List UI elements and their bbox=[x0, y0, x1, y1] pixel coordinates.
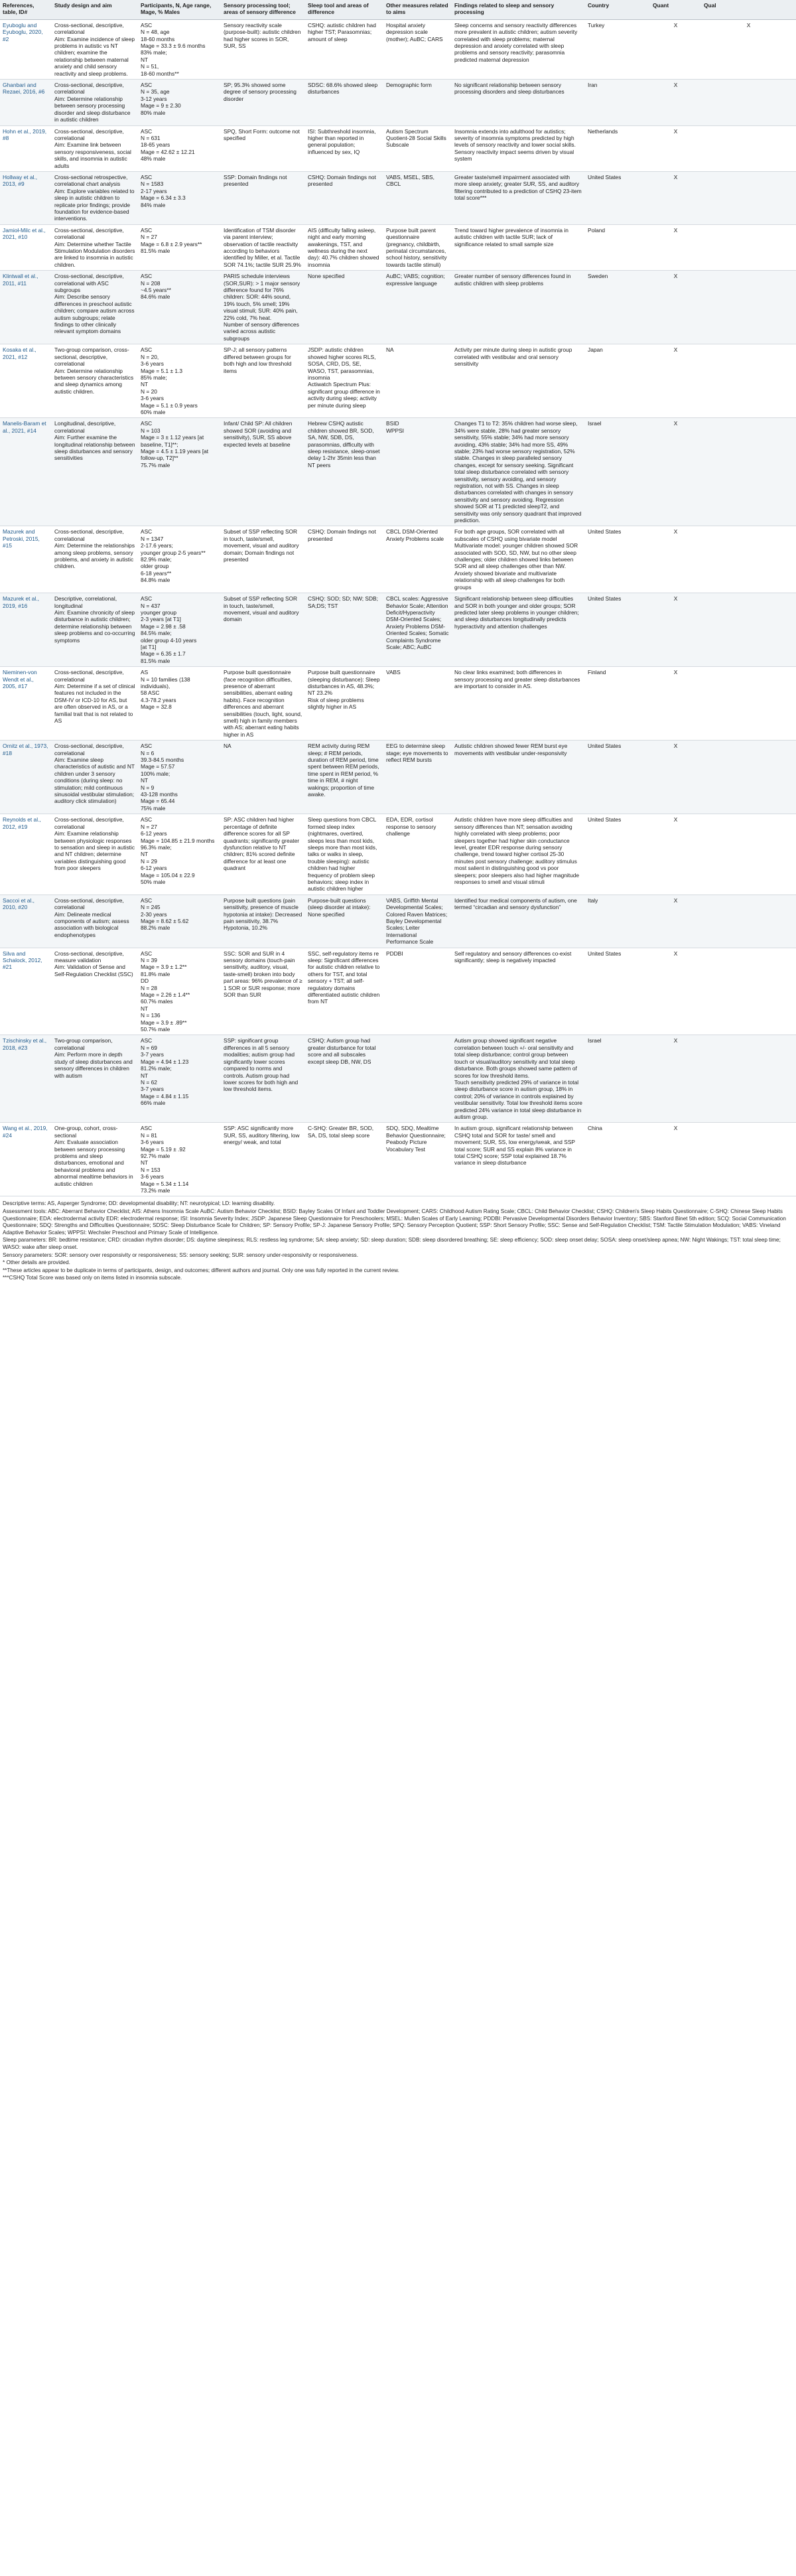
cell-other-measures: VABS bbox=[383, 667, 452, 741]
header-country: Country bbox=[585, 0, 650, 19]
table-row bbox=[0, 741, 796, 814]
cell-other-measures: VABS, Griffith Mental Developmental Scales; Colored Raven Matrices; Bayley Developmental Scales; Leiter International Performance Scale bbox=[383, 894, 452, 948]
cell-design: Two-group comparison, correlational Aim: Perform more in depth study of sleep disturbances and sensory differences in children with autism bbox=[52, 1035, 138, 1123]
cell-other-measures: CBCL scales: Aggressive Behavior Scale; Attention Deficit/Hyperactivity DSM-Oriented Scales; Anxiety Problems DSM-Oriented Scales; Somatic Complaints Syndrome Scale; ABC; AuBC bbox=[383, 593, 452, 667]
cell-findings: In autism group, significant relationship between CSHQ total and SOR for taste/ smell and movement; SUR, SS, low energy/weak, and SSP total score; SUR and SS explain 8% variance in total CSHQ score; SSP total explained 18.7% variance in sleep disturbance bbox=[452, 1123, 585, 1196]
cell-design: Cross-sectional, descriptive, correlational with ASC subgroups Aim: Describe sensory differences in preschool autistic children; compare autism across autism subgroups; relate findings to other clinically relevant symptom domains bbox=[52, 271, 138, 344]
cell-quant: X bbox=[650, 894, 701, 948]
cell-design: One-group, cohort, cross-sectional Aim: Evaluate association between sensory processing problems and sleep disturbances, emotional and behavioral problems and abnormal mealtime behaviors in autistic children bbox=[52, 1123, 138, 1196]
cell-quant: X bbox=[650, 593, 701, 667]
cell-other-measures: Purpose built parent questionnaire (pregnancy, childbirth, perinatal circumstances, school history, sensitivity towards tactile stimuli) bbox=[383, 224, 452, 270]
table-row bbox=[0, 948, 796, 1035]
cell-findings: Identified four medical components of autism, one termed “circadian and sensory dysfunction” bbox=[452, 894, 585, 948]
cell-reference: Reynolds et al., 2012, #19 bbox=[0, 814, 52, 894]
cell-country: Sweden bbox=[585, 271, 650, 344]
cell-participants: ASC N = 103 Mage = 3 ± 1.12 years [at baseline, T1]**; Mage = 4.5 ± 1.19 years [at follow-up, T2]** 75.7% male bbox=[138, 418, 221, 526]
cell-reference: Hohn et al., 2019, #8 bbox=[0, 125, 52, 171]
cell-other-measures bbox=[383, 1035, 452, 1123]
cell-other-measures: AuBC; VABS; cognition; expressive language bbox=[383, 271, 452, 344]
cell-sleep: REM activity during REM sleep; # REM periods, duration of REM period, time spent between REM periods, time spent in REM period, % time in REM, # night wakings; proportion of time awake. bbox=[305, 741, 383, 814]
cell-design: Cross-sectional, descriptive, correlational Aim: Determine the relationships among sleep problems, sensory problems, and anxiety in autistic children. bbox=[52, 526, 138, 593]
cell-other-measures: Autism Spectrum Quotient-28 Social Skills Subscale bbox=[383, 125, 452, 171]
cell-sleep: AIS (difficulty falling asleep, night and early morning awakenings, TST, and wellness during the next day): 40.7% children showed insomnia bbox=[305, 224, 383, 270]
cell-findings: For both age groups, SOR correlated with all subscales of CSHQ using bivariate model Multivariate model: younger children showed SOR associated with SOD, SD, NW, but no other sleep challenges; older children showed links between SOR and all sleep challenges other than NW. Anxiety showed bivariate and multivariate relationship with all sleep challenges for both groups bbox=[452, 526, 585, 593]
cell-sleep: Hebrew CSHQ autistic children showed BR, SOD, SA, NW, SDB, DS, parasomnias, difficulty with sleep resistance, sleep-onset delay 1-2hr 35min less than NT peers bbox=[305, 418, 383, 526]
cell-quant: X bbox=[650, 1123, 701, 1196]
cell-quant: X bbox=[650, 667, 701, 741]
cell-sleep: SSC, self-regulatory items re sleep: Significant differences for autistic children relative to others for TST, and total sensory + TST; all self-regulatory domains differentiated autistic children from NT bbox=[305, 948, 383, 1035]
cell-sensory: Subset of SSP reflecting SOR in touch, taste/smell, movement, visual and auditory domain bbox=[221, 593, 305, 667]
cell-sensory: Purpose built questionnaire (face recognition difficulties, presence of aberrant sensibilities, aberrant eating habits). Face recognition differences and aberrant sensibilities (touch, light, sound, smell) high in family members with AS; aberrant eating habits higher in AS bbox=[221, 667, 305, 741]
cell-participants: ASC N = 631 18-65 years Mage = 42.62 ± 12.21 48% male bbox=[138, 125, 221, 171]
footnote-assessment: Assessment tools: ABC: Aberrant Behavior Checklist; AIS: Athens Insomnia Scale AuBC: Autism Behavior Checklist; BSID: Bayley Scales Of Infant and Toddler Development; CARS: Childhood Autism Rating Scale; CBCL: Child Behavior Checklist; CSHQ: Children's Sleep Habits Questionnaire; C-SHQ: Chinese Sleep Habits Questionnaire; EDA: electrodermal activity EDR: electrodermal response; ISI: Insomnia Severity Index; JSDP: Japanese Sleep Questionnaire for Preschoolers; MSEL: Mullen Scales of Early Learning; PDDBI: Pervasive Developmental Disorders Behavior Inventory; SBS: Stanford Binet 5th edition; SCQ: Social Communication Questionnaire; SDQ: Strengths and Difficulties Questionnaire; SDSC: Sleep Disturbance Scale for Children; SP: Sensory Profile; SP-J: Japanese Sensory Profile; SPQ: Sensory Perception Quotient; SSP: Short Sensory Profile; SSC: Sense and Self-Regulation Checklist; TSM: Tactile Stimulation Modulation; VABS: Vineland Adaptive Behavior Scales; WPPSI: Wechsler Preschool and Primary Scale of Intelligence. bbox=[3, 1208, 786, 1236]
cell-sensory: Subset of SSP reflecting SOR in touch, taste/smell, movement, visual and auditory domain; Domain findings not presented bbox=[221, 526, 305, 593]
cell-country: United States bbox=[585, 948, 650, 1035]
cell-country: United States bbox=[585, 814, 650, 894]
cell-participants: ASC N = 208 ~4.5 years** 84.6% male bbox=[138, 271, 221, 344]
cell-country: United States bbox=[585, 593, 650, 667]
cell-reference: Eyuboglu and Eyuboglu, 2020, #2 bbox=[0, 19, 52, 79]
cell-design: Cross-sectional, descriptive, correlational Aim: Determine if a set of clinical features not included in the DSM-IV or ICD-10 for AS, but are often observed in AS, or a familial trait that is not related to AS bbox=[52, 667, 138, 741]
cell-sleep: Sleep questions from CBCL formed sleep index (nightmares, overtired, sleeps less than most kids, sleeps more than most kids, talks or walks in sleep, trouble sleeping): autistic children had higher frequency of problem sleep behaviors; sleep index in autistic children higher bbox=[305, 814, 383, 894]
header-sensory: Sensory processing tool; areas of sensory difference bbox=[221, 0, 305, 19]
cell-design: Descriptive, correlational, longitudinal Aim: Examine chronicity of sleep disturbance in autistic children; determine relationship between sleep problems and co-occurring symptoms bbox=[52, 593, 138, 667]
cell-country: United States bbox=[585, 171, 650, 224]
cell-participants: ASC N = 20, 3-6 years Mage = 5.1 ± 1.3 85% male; NT N = 20 3-6 years Mage = 5.1 ± 0.9 years 60% male bbox=[138, 344, 221, 418]
cell-findings: Autistic children have more sleep difficulties and sensory differences than NT; sensation avoiding highly correlated with sleep problems; poor sleepers together had higher skin conductance level, greater EDR response during sensory challenge, trend toward higher cortisol 25-30 minutes post sensory challenge; auditory stimulus most salient in distinguishing good vs poor sleepers; poor sleepers also had higher magnitude responses to smell and visual stimuli bbox=[452, 814, 585, 894]
cell-findings: Sleep concerns and sensory reactivity differences more prevalent in autistic children; autism severity correlated with sleep problems; maternal depression and anxiety correlated with sleep problems and sensory reactivity; parasomnia predicted maternal depression bbox=[452, 19, 585, 79]
table-row bbox=[0, 1123, 796, 1196]
cell-participants: ASC N = 6 39.3-84.5 months Mage = 57.57 100% male; NT N = 9 43-128 months Mage = 65.44 75% male bbox=[138, 741, 221, 814]
table-header-row bbox=[0, 0, 796, 19]
footnote-calculated: * Other details are provided. bbox=[3, 1259, 70, 1266]
cell-reference: Mazurek and Petroski, 2015, #15 bbox=[0, 526, 52, 593]
cell-country: Netherlands bbox=[585, 125, 650, 171]
cell-quant: X bbox=[650, 80, 701, 125]
cell-quant: X bbox=[650, 171, 701, 224]
cell-sensory: Infant/ Child SP: All children showed SOR (avoiding and sensitivity), SUR, SS above expected levels at baseline bbox=[221, 418, 305, 526]
cell-quant: X bbox=[650, 814, 701, 894]
cell-participants: ASC N = 1347 2-17.6 years; younger group 2-5 years** 82.9% male; older group 6-18 years** 84.8% male bbox=[138, 526, 221, 593]
cell-findings: Autistic children showed fewer REM burst eye movements with vestibular under-responsivity bbox=[452, 741, 585, 814]
cell-design: Cross-sectional, descriptive, correlational Aim: Examine incidence of sleep problems in autistic vs NT children; examine the relationship between maternal anxiety and child sensory reactivity and sleep problems. bbox=[52, 19, 138, 79]
cell-reference: Hollway et al., 2013, #9 bbox=[0, 171, 52, 224]
cell-qual bbox=[701, 125, 796, 171]
footnote-cshq: ***CSHQ Total Score was based only on items listed in insomnia subscale. bbox=[3, 1275, 182, 1281]
cell-sensory: Identification of TSM disorder via parent interview; observation of tactile reactivity according to behaviors identified by Miller, et al. Tactile SOR 74.1%; tactile SUR 25.9% bbox=[221, 224, 305, 270]
table-row bbox=[0, 894, 796, 948]
cell-reference: Silva and Schalock, 2012, #21 bbox=[0, 948, 52, 1035]
cell-sleep: C-SHQ: Greater BR, SOD, SA, DS, total sleep score bbox=[305, 1123, 383, 1196]
cell-country: Israel bbox=[585, 418, 650, 526]
cell-qual bbox=[701, 171, 796, 224]
cell-qual bbox=[701, 667, 796, 741]
header-participants: Participants, N, Age range, Mage, % Males bbox=[138, 0, 221, 19]
cell-qual: X bbox=[701, 19, 796, 79]
cell-qual bbox=[701, 948, 796, 1035]
header-qual: Qual bbox=[701, 0, 796, 19]
cell-sleep: CSHQ: Domain findings not presented bbox=[305, 171, 383, 224]
cell-findings: No significant relationship between sensory processing disorders and sleep disturbances bbox=[452, 80, 585, 125]
cell-participants: ASC N = 48, age 18-60 months Mage = 33.3 ± 9.6 months 83% male; NT N = 51, 18-60 months** bbox=[138, 19, 221, 79]
cell-sleep: SDSC: 68.6% showed sleep disturbances bbox=[305, 80, 383, 125]
cell-country: Italy bbox=[585, 894, 650, 948]
footnote-sensory: Sensory parameters: SOR: sensory over responsivity or responsiveness; SS: sensory seeking; SUR: sensory under-responsivity or responsiveness. bbox=[3, 1252, 359, 1258]
cell-other-measures: EEG to determine sleep stage; eye movements to reflect REM bursts bbox=[383, 741, 452, 814]
cell-participants: ASC N = 69 3-7 years Mage = 4.94 ± 1.23 81.2% male; NT N = 62 3-7 years Mage = 4.84 ± 1.15 66% male bbox=[138, 1035, 221, 1123]
cell-findings: Trend toward higher prevalence of insomnia in autistic children with tactile SUR; lack of significance related to small sample size bbox=[452, 224, 585, 270]
table-row bbox=[0, 125, 796, 171]
cell-qual bbox=[701, 814, 796, 894]
cell-sensory: SSP: ASC significantly more SUR, SS, auditory filtering, low energy/ weak, and total bbox=[221, 1123, 305, 1196]
cell-reference: Nieminen-von Wendt et al., 2005, #17 bbox=[0, 667, 52, 741]
cell-quant: X bbox=[650, 344, 701, 418]
cell-country: Iran bbox=[585, 80, 650, 125]
cell-reference: Ghanbari and Rezaei, 2016, #6 bbox=[0, 80, 52, 125]
cell-findings: Insomnia extends into adulthood for autistics; severity of insomnia symptoms predicted by high levels of sensory reactivity and lower social skills. Sensory reactivity impact seems driven by visual system bbox=[452, 125, 585, 171]
cell-participants: ASC N = 1583 2-17 years Mage = 6.34 ± 3.3 84% male bbox=[138, 171, 221, 224]
header-reference: References, table, ID# bbox=[0, 0, 52, 19]
cell-other-measures: CBCL DSM-Oriented Anxiety Problems scale bbox=[383, 526, 452, 593]
header-findings: Findings related to sleep and sensory processing bbox=[452, 0, 585, 19]
table-row bbox=[0, 1035, 796, 1123]
cell-country: Israel bbox=[585, 1035, 650, 1123]
cell-findings: Significant relationship between sleep difficulties and SOR in both younger and older groups; SOR predicted later sleep problems in younger children; and sleep disturbances longitudinally predicts hyperactivity and attention challenges bbox=[452, 593, 585, 667]
cell-other-measures: BSID WPPSI bbox=[383, 418, 452, 526]
header-quant: Quant bbox=[650, 0, 701, 19]
cell-qual bbox=[701, 593, 796, 667]
cell-qual bbox=[701, 344, 796, 418]
cell-sleep: JSDP: autistic children showed higher scores RLS, SOSA, CRD, DS, SE, WASO, TST, parasomnias, insomnia Actiwatch Spectrum Plus: significant group difference in activity during sleep; activity per minute during sleep bbox=[305, 344, 383, 418]
cell-quant: X bbox=[650, 526, 701, 593]
cell-other-measures: PDDBI bbox=[383, 948, 452, 1035]
cell-qual bbox=[701, 1123, 796, 1196]
cell-qual bbox=[701, 80, 796, 125]
cell-participants: ASC N = 39 Mage = 3.9 ± 1.2** 81.8% male DD N = 28 Mage = 2.26 ± 1.4** 60.7% males NT N = 136 Mage = 3.9 ± .89** 50.7% male bbox=[138, 948, 221, 1035]
cell-reference: Manelis-Baram et al., 2021, #14 bbox=[0, 418, 52, 526]
cell-quant: X bbox=[650, 125, 701, 171]
cell-sleep: ISI: Subthreshold insomnia, higher than reported in general population; influenced by sex, IQ bbox=[305, 125, 383, 171]
cell-sleep: CSHQ: Domain findings not presented bbox=[305, 526, 383, 593]
cell-other-measures: NA bbox=[383, 344, 452, 418]
cell-country: Poland bbox=[585, 224, 650, 270]
cell-findings: Activity per minute during sleep in autistic group correlated with vestibular and oral sensory sensitivity bbox=[452, 344, 585, 418]
cell-design: Cross-sectional, descriptive, correlational Aim: Examine relationship between physiologic responses to sensation and sleep in autistic and NT children; determine variables distinguishing good from poor sleepers bbox=[52, 814, 138, 894]
cell-findings: Greater number of sensory differences found in autistic children with sleep problems bbox=[452, 271, 585, 344]
cell-sensory: SPQ, Short Form: outcome not specified bbox=[221, 125, 305, 171]
cell-design: Two-group comparison, cross-sectional, descriptive, correlational Aim: Determine relationship between sensory characteristics and sleep dynamics among autistic children. bbox=[52, 344, 138, 418]
cell-other-measures: Demographic form bbox=[383, 80, 452, 125]
cell-quant: X bbox=[650, 271, 701, 344]
header-design: Study design and aim bbox=[52, 0, 138, 19]
cell-quant: X bbox=[650, 741, 701, 814]
cell-participants: ASC N = 35, age 3-12 years Mage = 9 ± 2.30 80% male bbox=[138, 80, 221, 125]
table-row bbox=[0, 526, 796, 593]
table-footnotes bbox=[0, 1196, 796, 1282]
cell-reference: Mazurek et al., 2019, #16 bbox=[0, 593, 52, 667]
cell-sensory: PARIS schedule interviews (SOR,SUR): > 1 major sensory difference found for 76% children: SOR: 44% sound, 19% touch, 5% smell; 19% visual stimuli; SUR: 40% pain, 22% cold, 7% heat. Number of sensory differences varied across autistic subgroups bbox=[221, 271, 305, 344]
cell-participants: AS N = 10 families (138 individuals), 58 ASC 4.3-78.2 years Mage = 32.8 bbox=[138, 667, 221, 741]
cell-findings: Changes T1 to T2: 35% children had worse sleep, 34% were stable, 28% had greater sensory sensitivity, 55% stable; 34% had more sensory avoiding, 43% stable; 34% had more SS, 49% stable; 23% had worse sensory registration, 52% stable. Changes in sleep paralleled sensory changes, except for sensory seeking. Significant total sleep disturbance correlated with sensory sensitivity, sensory avoiding, and sensory registration, not with SS. Changes in sleep disturbances correlated with changes in sensory sensitivity and sensory avoiding. Regression showed SOR at T1 predicted sleepT2, and sensitivity was only sensory quadrant that improved prediction. bbox=[452, 418, 585, 526]
cell-sensory: Purpose built questions (pain sensitivity, presence of muscle hypotonia at intake): Decreased pain sensitivity, 38.7% Hypotonia, 10.2% bbox=[221, 894, 305, 948]
cell-design: Cross-sectional, descriptive, correlational Aim: Examine sleep characteristics of autistic and NT children under 3 sensory conditions (during sleep: no stimulation; mild continuous sinusoidal vestibular stimulation; auditory click stimulation) bbox=[52, 741, 138, 814]
footnote-sleep: Sleep parameters: BR: bedtime resistance; CRD: circadian rhythm disorder; DS: daytime sleepiness; RLS: restless leg syndrome; SA: sleep anxiety; SD: sleep duration; SDB: sleep disordered breathing; SE: sleep efficiency; SOD: sleep onset delay; SOSA: sleep onset/sleep apnea; NW: Night Wakings; TST: total sleep time; WASO: wake after sleep onset. bbox=[3, 1237, 781, 1250]
cell-quant: X bbox=[650, 19, 701, 79]
table-row bbox=[0, 593, 796, 667]
cell-sleep: Purpose-built questions (sleep disorder at intake): None specified bbox=[305, 894, 383, 948]
cell-qual bbox=[701, 526, 796, 593]
table-row bbox=[0, 271, 796, 344]
cell-sensory: SP; 95.3% showed some degree of sensory processing disorder bbox=[221, 80, 305, 125]
cell-design: Cross-sectional, descriptive, correlational Aim: Delineate medical components of autism; assess association with biological endophenotypes bbox=[52, 894, 138, 948]
cell-findings: Greater taste/smell impairment associated with more sleep anxiety; greater SUR, SS, and auditory filtering contributed to a prediction of CSHQ 23-item total score*** bbox=[452, 171, 585, 224]
cell-participants: ASC N = 81 3-6 years Mage = 5.19 ± .92 92.7% male NT N = 153 3-6 years Mage = 5.34 ± 1.14 73.2% male bbox=[138, 1123, 221, 1196]
cell-sleep: CSHQ: SOD; SD; NW; SDB; SA;DS; TST bbox=[305, 593, 383, 667]
cell-design: Cross-sectional, descriptive, correlational Aim: Determine whether Tactile Stimulation Modulation disorders are linked to insomnia in autistic children. bbox=[52, 224, 138, 270]
cell-other-measures: EDA, EDR, cortisol response to sensory challenge bbox=[383, 814, 452, 894]
cell-sleep: Purpose built questionnaire (sleeping disturbance): Sleep disturbances in AS, 48.3%; NT 23.2% Risk of sleep problems slightly higher in AS bbox=[305, 667, 383, 741]
table-row bbox=[0, 80, 796, 125]
cell-sensory: SSC: SOR and SUR in 4 sensory domains (touch-pain sensitivity, auditory, visual, taste-smell) broken into body part areas: 96% prevalence of ≥ 1 SOR or SUR response; more SOR than SUR bbox=[221, 948, 305, 1035]
cell-quant: X bbox=[650, 418, 701, 526]
cell-participants: ASC N = 437 younger group 2-3 years [at T1] Mage = 2.98 ± .58 84.5% male; older group 4-10 years [at T1] Mage = 6.35 ± 1.7 81.5% male bbox=[138, 593, 221, 667]
cell-reference: Jamioł-Milc et al., 2021, #10 bbox=[0, 224, 52, 270]
cell-reference: Ornitz et al., 1973, #18 bbox=[0, 741, 52, 814]
header-sleep: Sleep tool and areas of difference bbox=[305, 0, 383, 19]
header-other: Other measures related to aims bbox=[383, 0, 452, 19]
cell-qual bbox=[701, 271, 796, 344]
cell-other-measures: Hospital anxiety depression scale (mother); AuBC; CARS bbox=[383, 19, 452, 79]
cell-design: Cross-sectional, descriptive, correlational Aim: Determine relationship between sensory processing disorder and sleep disturbance in autistic children bbox=[52, 80, 138, 125]
cell-reference: Klintwall et al., 2011, #11 bbox=[0, 271, 52, 344]
cell-qual bbox=[701, 1035, 796, 1123]
table-row bbox=[0, 344, 796, 418]
cell-design: Cross-sectional, descriptive, measure validation Aim: Validation of Sense and Self-Regulation Checklist (SSC) bbox=[52, 948, 138, 1035]
cell-participants: ASC N = 245 2-30 years Mage = 8.62 ± 5.62 88.2% male bbox=[138, 894, 221, 948]
cell-reference: Wang et al., 2019, #24 bbox=[0, 1123, 52, 1196]
cell-sleep: CSHQ: autistic children had higher TST; Parasomnias; amount of sleep bbox=[305, 19, 383, 79]
cell-participants: ASC N = 27 6-12 years Mage = 104.85 ± 21.9 months 96.3% male; NT N = 29 6-12 years Mage = 105.04 ± 22.9 50% male bbox=[138, 814, 221, 894]
cell-sleep: CSHQ: Autism group had greater disturbance for total score and all subscales except sleep DB, NW, DS bbox=[305, 1035, 383, 1123]
table-body bbox=[0, 19, 796, 1196]
cell-quant: X bbox=[650, 948, 701, 1035]
cell-quant: X bbox=[650, 224, 701, 270]
table-row bbox=[0, 418, 796, 526]
cell-sensory: SP-J; all sensory patterns differed between groups for both high and low threshold items bbox=[221, 344, 305, 418]
cell-design: Cross-sectional, descriptive, correlational Aim: Examine link between sensory responsiveness, social skills, and insomnia in autistic adults bbox=[52, 125, 138, 171]
cell-qual bbox=[701, 224, 796, 270]
cell-qual bbox=[701, 418, 796, 526]
cell-sensory: SP: ASC children had higher percentage of definite difference scores for all SP quadrants; significantly greater dysfunction relative to NT children; 81% scored definite difference for at least one quadrant bbox=[221, 814, 305, 894]
cell-country: United States bbox=[585, 741, 650, 814]
cell-country: Japan bbox=[585, 344, 650, 418]
cell-other-measures: SDQ, SDQ, Mealtime Behavior Questionnaire; Peabody Picture Vocabulary Test bbox=[383, 1123, 452, 1196]
table-row bbox=[0, 814, 796, 894]
cell-country: United States bbox=[585, 526, 650, 593]
cell-findings: Autism group showed significant negative correlation between touch +/- oral sensitivity and total sleep disturbance; control group between touch or visual/auditory sensitivity and total sleep disturbance. Both groups showed same pattern of scores for low threshold items. Touch sensitivity predicted 29% of variance in total sleep disturbance score in autism group, 18% in control; 20% of variance in controls explained by vestibular sensitivity. Total low threshold items score predicted 24% variance in total sleep disturbance in autism group. bbox=[452, 1035, 585, 1123]
cell-sensory: SSP: significant group differences in all 5 sensory modalities; autism group had significantly lower scores compared to norms and controls. Autism group had lower scores for both high and low threshold items. bbox=[221, 1035, 305, 1123]
cell-country: China bbox=[585, 1123, 650, 1196]
cell-other-measures: VABS, MSEL, SBS, CBCL bbox=[383, 171, 452, 224]
table-row bbox=[0, 19, 796, 79]
cell-qual bbox=[701, 894, 796, 948]
cell-findings: No clear links examined; both differences in sensory processing and greater sleep disturbances are important to consider in AS. bbox=[452, 667, 585, 741]
cell-findings: Self regulatory and sensory differences co-exist significantly; sleep is negatively impacted bbox=[452, 948, 585, 1035]
cell-design: Cross-sectional retrospective, correlational chart analysis Aim: Explore variables related to sleep in autistic children to replicate prior findings; provide foundation for evidence-based interventions. bbox=[52, 171, 138, 224]
literature-table bbox=[0, 0, 796, 1196]
cell-reference: Tzischinsky et al., 2018, #23 bbox=[0, 1035, 52, 1123]
cell-reference: Saccoi et al., 2010, #20 bbox=[0, 894, 52, 948]
table-row bbox=[0, 667, 796, 741]
cell-sensory: SSP: Domain findings not presented bbox=[221, 171, 305, 224]
cell-qual bbox=[701, 741, 796, 814]
table-row bbox=[0, 224, 796, 270]
cell-quant: X bbox=[650, 1035, 701, 1123]
cell-sleep: None specified bbox=[305, 271, 383, 344]
cell-sensory: NA bbox=[221, 741, 305, 814]
cell-design: Longitudinal, descriptive, correlational Aim: Further examine the longitudinal relationship between sleep disturbances and sensory sensitivities bbox=[52, 418, 138, 526]
cell-country: Finland bbox=[585, 667, 650, 741]
cell-reference: Kosaka et al., 2021, #12 bbox=[0, 344, 52, 418]
cell-sensory: Sensory reactivity scale (purpose-built): autistic children had higher scores in SOR, SUR, SS bbox=[221, 19, 305, 79]
cell-country: Turkey bbox=[585, 19, 650, 79]
footnote-descriptive: Descriptive terms: AS, Asperger Syndrome; DD: developmental disability; NT: neurotypical; LD: learning disability. bbox=[3, 1200, 275, 1207]
cell-participants: ASC N = 27 Mage = 6.8 ± 2.9 years** 81.5% male bbox=[138, 224, 221, 270]
footnote-duplicate: **These articles appear to be duplicate in terms of participants, design, and outcomes; different authors and journal. Only one was fully reported in the current review. bbox=[3, 1267, 399, 1273]
table-row bbox=[0, 171, 796, 224]
